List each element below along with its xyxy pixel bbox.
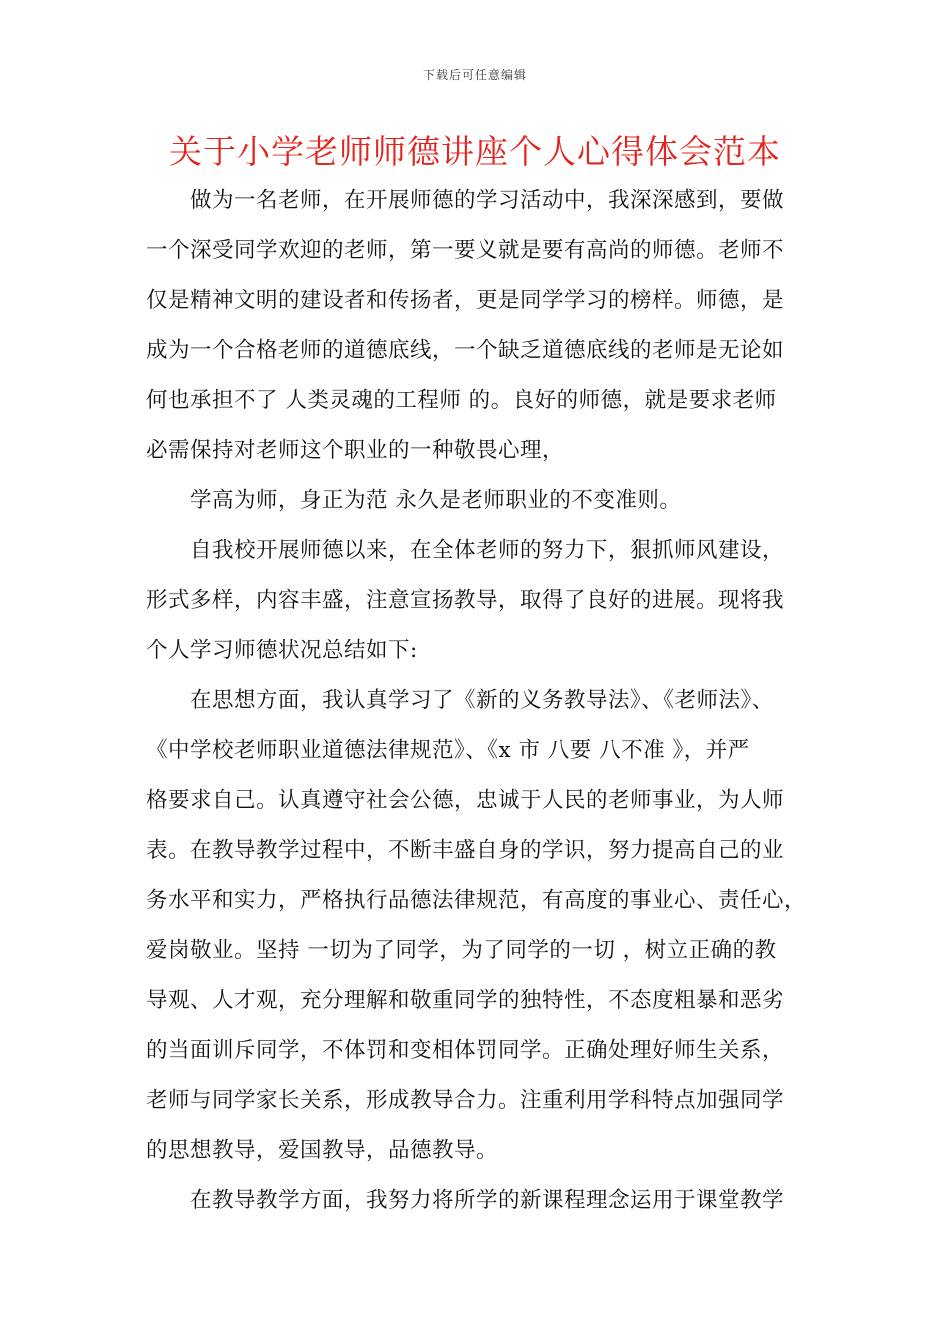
paragraph-line: 何也承担不了 人类灵魂的工程师 的。良好的师德，就是要求老师 bbox=[146, 388, 777, 413]
paragraph-line: 《中学校老师职业道德法律规范》、《x 市 八要 八不准 》，并严 bbox=[146, 738, 750, 763]
paragraph-line: 表。在教导教学过程中，不断丰盛自身的学识，努力提高自己的业 bbox=[146, 838, 785, 863]
paragraph-line: 格要求自己。认真遵守社会公德，忠诚于人民的老师事业，为人师 bbox=[146, 788, 785, 813]
paragraph-line: 务水平和实力，严格执行品德法律规范，有高度的事业心、责任心， bbox=[146, 888, 807, 913]
paragraph-line: 形式多样，内容丰盛，注意宣扬教导，取得了良好的进展。现将我 bbox=[146, 588, 785, 613]
paragraph-line: 必需保持对老师这个职业的一种敬畏心理， bbox=[146, 438, 565, 463]
paragraph-line: 一个深受同学欢迎的老师，第一要义就是要有高尚的师德。老师不 bbox=[146, 238, 785, 263]
paragraph-line: 爱岗敬业。坚持 一切为了同学，为了同学的一切 ，树立正确的教 bbox=[146, 938, 777, 963]
document-body bbox=[146, 176, 818, 1226]
paragraph-line: 成为一个合格老师的道德底线，一个缺乏道德底线的老师是无论如 bbox=[146, 338, 785, 363]
paragraph-line: 导观、人才观，充分理解和敬重同学的独特性，不态度粗暴和恶劣 bbox=[146, 988, 785, 1013]
paragraph-line: 个人学习师德状况总结如下: bbox=[146, 638, 418, 663]
paragraph-line: 老师与同学家长关系，形成教导合力。注重利用学科特点加强同学 bbox=[146, 1088, 785, 1113]
paragraph-line: 的思想教导，爱国教导，品德教导。 bbox=[146, 1138, 499, 1163]
paragraph-line: 仅是精神文明的建设者和传扬者，更是同学学习的榜样。师德，是 bbox=[146, 288, 785, 313]
paragraph-line: 在教导教学方面，我努力将所学的新课程理念运用于课堂教学 bbox=[190, 1188, 785, 1213]
paragraph-line: 的当面训斥同学，不体罚和变相体罚同学。正确处理好师生关系， bbox=[146, 1038, 785, 1063]
paragraph-line: 自我校开展师德以来，在全体老师的努力下，狠抓师风建设， bbox=[190, 538, 785, 563]
paragraph-line: 学高为师，身正为范 永久是老师职业的不变准则。 bbox=[190, 488, 682, 513]
paragraph-line: 做为一名老师，在开展师德的学习活动中，我深深感到，要做 bbox=[190, 188, 785, 213]
page-header-note: 下载后可任意编辑 bbox=[422, 68, 527, 82]
document-title: 关于小学老师师德讲座个人心得体会范本 bbox=[169, 132, 781, 171]
paragraph-line: 在思想方面，我认真学习了《新的义务教导法》、《老师法》、 bbox=[190, 688, 774, 713]
